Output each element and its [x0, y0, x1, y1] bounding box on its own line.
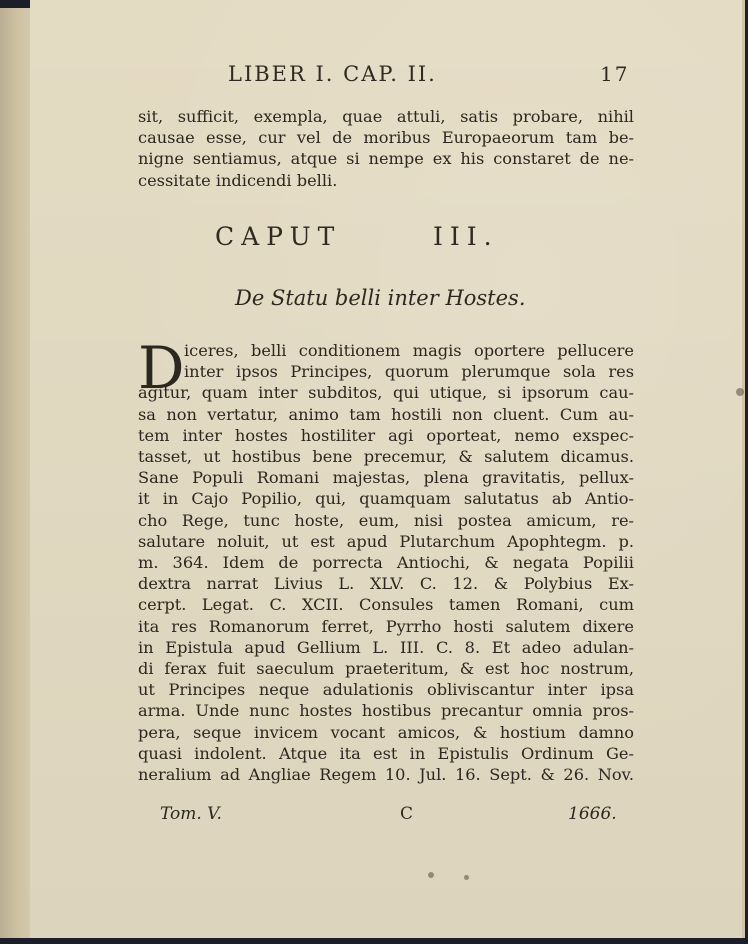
text-line: arma. Unde nunc hostes hostibus precantur omnia pros- — [138, 701, 634, 721]
volume-signature: Tom. V. — [160, 804, 222, 824]
text-line: nigne sentiamus, atque si nempe ex his constaret de ne- — [138, 149, 634, 169]
chapter-title: De Statu belli inter Hostes. — [235, 286, 526, 310]
text-line: in Epistula apud Gellium L. III. C. 8. Et adeo adulan- — [138, 637, 634, 657]
paper-stain — [428, 872, 434, 878]
text-line: tem inter hostes hostiliter agi oporteat, nemo exspec- — [138, 425, 634, 445]
text-line: quasi indolent. Atque ita est in Epistulis Ordinum Ge- — [138, 743, 634, 763]
text-line: iceres, belli conditionem magis oportere pellucere — [184, 341, 634, 360]
chapter-paragraph — [138, 334, 634, 785]
text-line: sa non vertatur, animo tam hostili non cluent. Cum au- — [138, 404, 634, 424]
gathering-mark: C — [400, 804, 414, 824]
text-line: di ferax fuit saeculum praeteritum, & est hoc nostrum, — [138, 659, 634, 679]
running-header — [228, 62, 628, 96]
running-title: LIBER I. CAP. II. — [228, 62, 437, 86]
text-line: inter ipsos Principes, quorum plerumque sola res — [184, 362, 634, 382]
text-line: sit, sufficit, exempla, quae attuli, satis probare, nihil — [138, 107, 634, 126]
chapter-number: III. — [433, 222, 499, 251]
text-line: dextra narrat Livius L. XLV. C. 12. & Polybius Ex- — [138, 574, 634, 594]
text-line: tasset, ut hostibus bene precemur, & salutem dicamus. — [138, 447, 634, 467]
page-footer — [138, 804, 634, 828]
paper-stain — [736, 388, 744, 396]
drop-cap: D — [138, 334, 185, 402]
text-line: m. 364. Idem de porrecta Antiochi, & negata Popilii — [138, 553, 634, 573]
text-line: Sane Populi Romani majestas, plena gravitatis, pellux- — [138, 468, 634, 488]
text-line: cho Rege, tunc hoste, eum, nisi postea amicum, re- — [138, 510, 634, 530]
paragraph-continued — [138, 106, 634, 191]
text-line: cessitate indicendi belli. — [138, 170, 338, 190]
text-line: ut Principes neque adulationis obliviscantur inter ipsa — [138, 680, 634, 700]
text-line: agitur, quam inter subditos, qui utique, si ipsorum cau- — [138, 383, 634, 403]
text-line: neralium ad Angliae Regem 10. Jul. 16. Sept. & 26. Nov. — [138, 765, 634, 785]
paper-stain — [464, 875, 469, 880]
text-line: pera, seque invicem vocant amicos, & hostium damno — [138, 722, 634, 742]
text-line: ita res Romanorum ferret, Pyrrho hosti salutem dixere — [138, 616, 634, 636]
book-page — [30, 0, 745, 938]
text-line: it in Cajo Popilio, qui, quamquam salutatus ab Antio- — [138, 489, 634, 509]
chapter-heading-word: CAPUT — [215, 222, 342, 251]
text-line: salutare noluit, ut est apud Plutarchum Apophtegm. p. — [138, 531, 634, 551]
page-number: 17 — [600, 62, 630, 86]
text-line: causae esse, cur vel de moribus Europaeorum tam be- — [138, 128, 634, 148]
catchword: 1666. — [568, 804, 617, 824]
text-line: cerpt. Legat. C. XCII. Consules tamen Romani, cum — [138, 595, 634, 615]
